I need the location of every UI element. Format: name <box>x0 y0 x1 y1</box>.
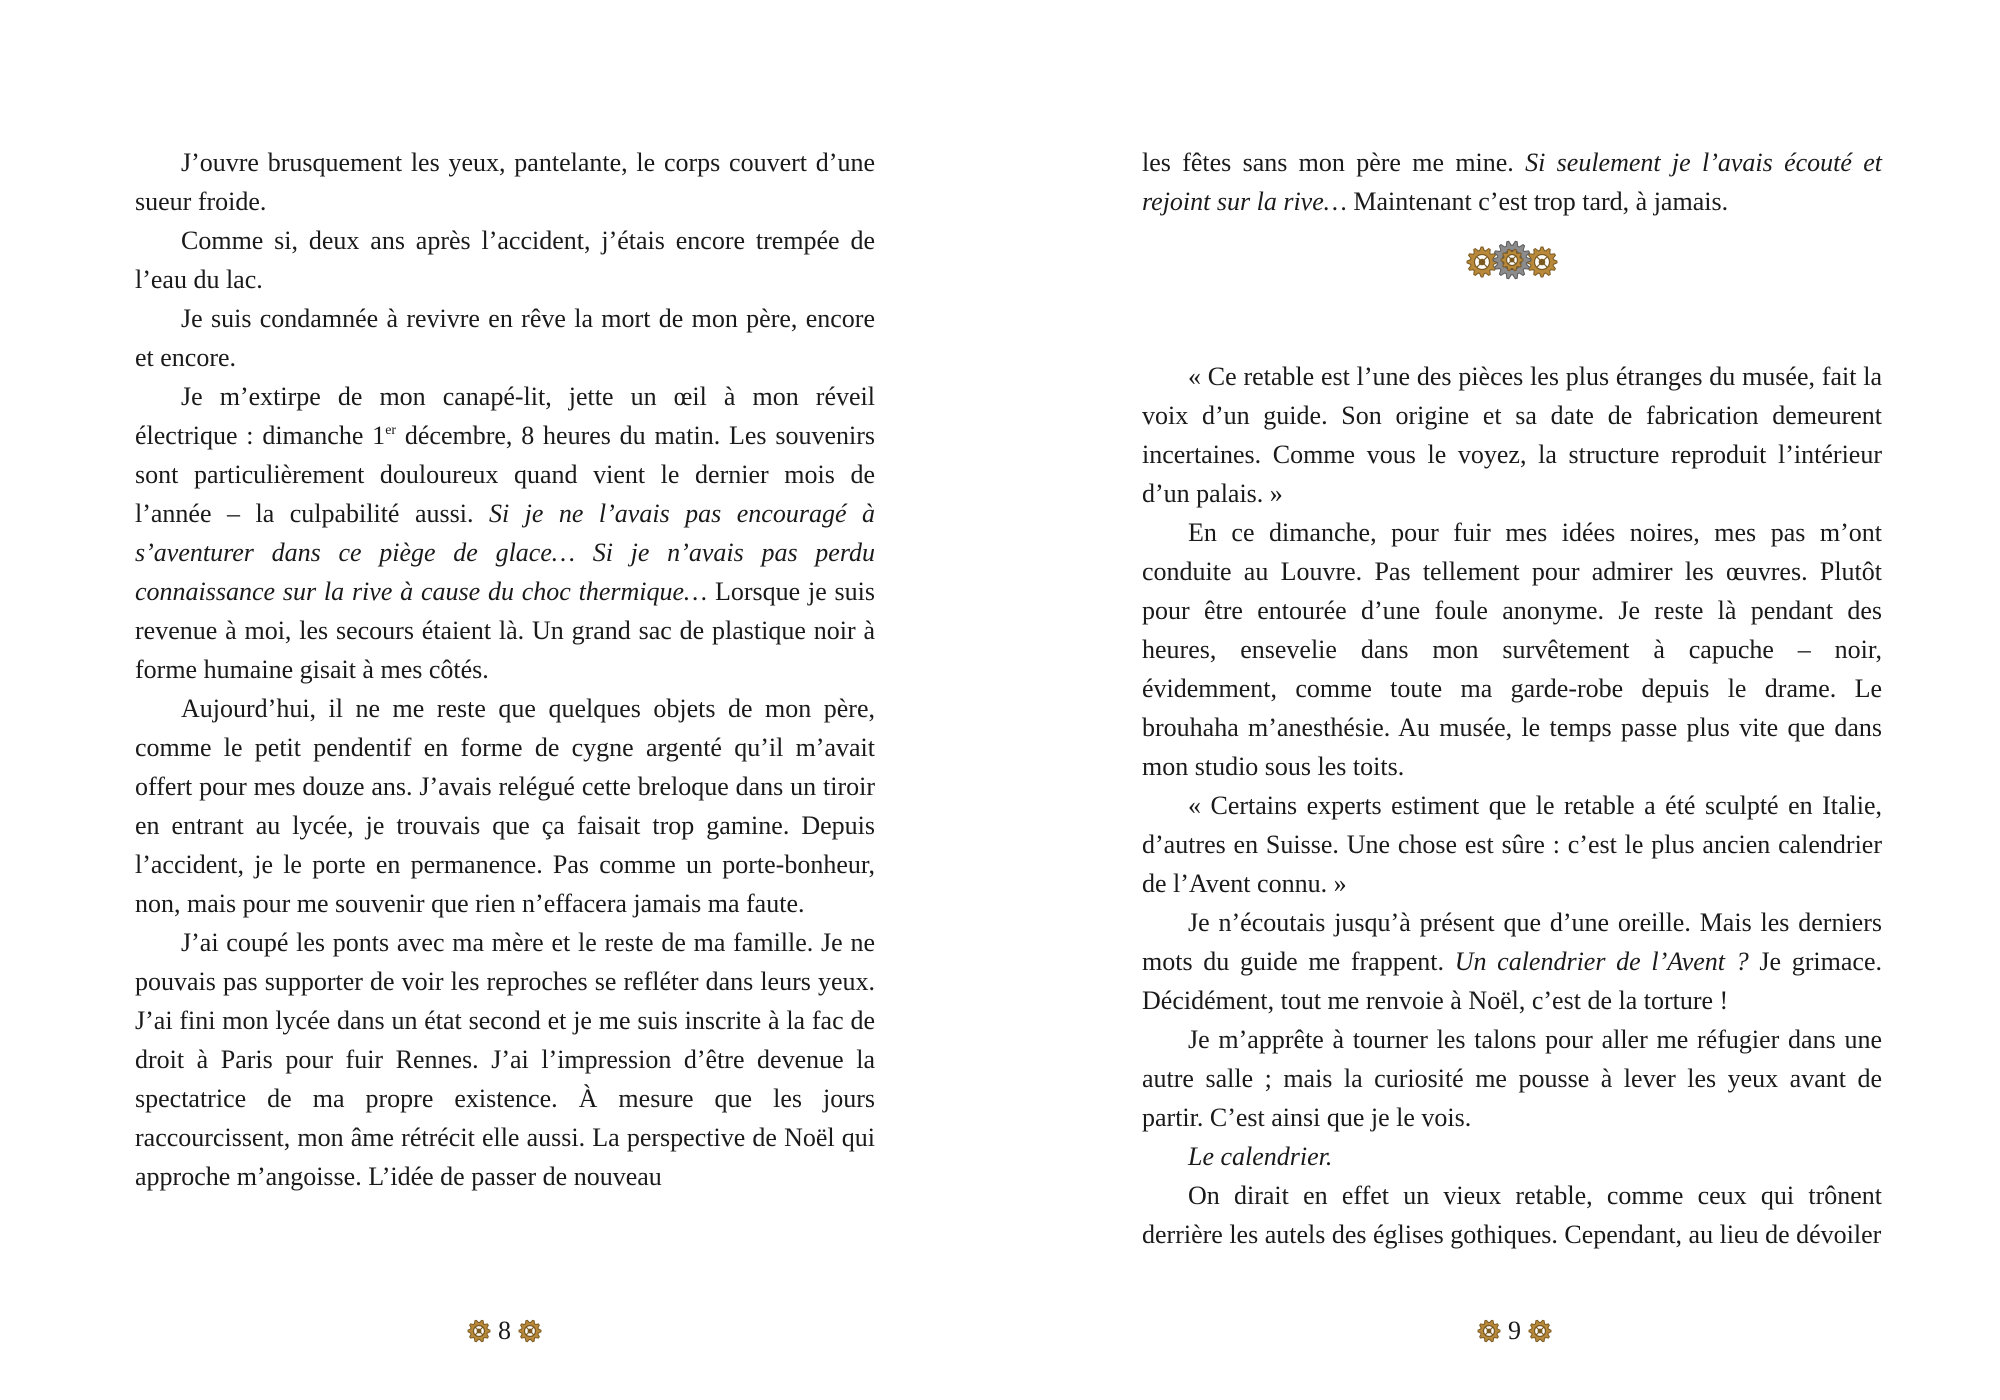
section-break-ornament <box>1142 233 1882 287</box>
text-run: les fêtes sans mon père me mine. <box>1142 148 1526 177</box>
paragraph <box>135 143 875 221</box>
paragraph <box>135 923 875 1196</box>
paragraph <box>1142 143 1882 221</box>
paragraph <box>1142 513 1882 786</box>
gear-icon <box>1527 1318 1553 1344</box>
text-run: « Certains experts estiment que le retable a été sculpté en Italie, d’autres en Suisse. Une chose est sûre : c’est le plus ancien calendrier de l’Avent connu. » <box>1142 791 1882 898</box>
paragraph <box>135 299 875 377</box>
right-page-top-text <box>1142 143 1882 221</box>
italic-text: Si je ne l’avais pas encouragé à s’aventurer dans ce piège de glace… Si je n’avais pas perdu connaissance sur la rive à cause du choc thermique… <box>135 499 875 606</box>
text-run: décembre, 8 heures du matin. Les souvenirs sont particulièrement douloureux quand vient le dernier mois de l’année – la culpabilité aussi. <box>135 421 875 528</box>
text-run: Comme si, deux ans après l’accident, j’étais encore trempée de l’eau du lac. <box>135 226 875 294</box>
left-folio <box>466 1316 543 1346</box>
right-folio <box>1476 1316 1553 1346</box>
italic-text: Le calendrier. <box>1188 1142 1333 1171</box>
page-number-left: 8 <box>498 1316 511 1345</box>
paragraph <box>1142 1176 1882 1254</box>
gear-icon <box>1476 1318 1502 1344</box>
text-run: Maintenant c’est trop tard, à jamais. <box>1346 187 1729 216</box>
paragraph <box>1142 903 1882 1020</box>
paragraph <box>1142 1020 1882 1137</box>
text-run: Je suis condamnée à revivre en rêve la mort de mon père, encore et encore. <box>135 304 875 372</box>
text-run: Je m’apprête à tourner les talons pour aller me réfugier dans une autre salle ; mais la curiosité me pousse à lever les yeux avant de partir. C’est ainsi que je le vois. <box>1142 1025 1882 1132</box>
text-run: « Ce retable est l’une des pièces les plus étranges du musée, fait la voix d’un guide. Son origine et sa date de fabrication demeurent incertaines. Comme vous le voyez, la structure reproduit l’intérieur d’un palais. » <box>1142 362 1882 508</box>
left-page <box>135 143 875 1196</box>
italic-text: Si seulement je l’avais écouté et rejoint sur la rive… <box>1142 148 1882 216</box>
text-run: Je m’extirpe de mon canapé-lit, jette un œil à mon réveil électrique : dimanche 1 <box>135 382 875 450</box>
text-run: On dirait en effet un vieux retable, comme ceux qui trônent derrière les autels des églises gothiques. Cependant, au lieu de dévoiler <box>1142 1181 1882 1249</box>
text-run: Lorsque je suis revenue à moi, les secours étaient là. Un grand sac de plastique noir à forme humaine gisait à mes côtés. <box>135 577 876 684</box>
right-page <box>1142 143 1882 1254</box>
paragraph <box>1142 1137 1882 1176</box>
text-run: J’ai coupé les ponts avec ma mère et le reste de ma famille. Je ne pouvais pas supporter de voir les reproches se refléter dans leurs yeux. J’ai fini mon lycée dans un état second et je me suis inscrite à la fac de droit à Paris pour fuir Rennes. J’ai l’impression d’être devenue la spectatrice de ma propre existence. À mesure que les jours raccourcissent, mon âme rétrécit elle aussi. La perspective de Noël qui approche m’angoisse. L’idée de passer de nouveau <box>135 928 875 1191</box>
gear-icon <box>466 1318 492 1344</box>
paragraph <box>135 377 875 689</box>
superscript-text: er <box>385 423 397 438</box>
right-page-body <box>1142 357 1882 1254</box>
text-run: Je n’écoutais jusqu’à présent que d’une oreille. Mais les derniers mots du guide me frappent. <box>1142 908 1882 976</box>
text-run: Je grimace. Décidément, tout me renvoie à Noël, c’est de la torture ! <box>1142 947 1882 1015</box>
gear-icon <box>517 1318 543 1344</box>
paragraph <box>135 689 875 923</box>
text-run: En ce dimanche, pour fuir mes idées noires, mes pas m’ont conduite au Louvre. Pas tellement pour admirer les œuvres. Plutôt pour être entourée d’une foule anonyme. Je reste là pendant des heures, ensevelie dans mon survêtement à capuche – noir, évidemment, comme toute ma garde-robe depuis le drame. Le brouhaha m’anesthésie. Au musée, le temps passe plus vite que dans mon studio sous les toits. <box>1142 518 1882 781</box>
paragraph <box>1142 357 1882 513</box>
text-run: J’ouvre brusquement les yeux, pantelante, le corps couvert d’une sueur froide. <box>135 148 875 216</box>
left-page-body <box>135 143 875 1196</box>
paragraph <box>135 221 875 299</box>
page-number-right: 9 <box>1508 1316 1521 1345</box>
paragraph <box>1142 786 1882 903</box>
text-run: Aujourd’hui, il ne me reste que quelques objets de mon père, comme le petit pendentif en forme de cygne argenté qu’il m’avait offert pour mes douze ans. J’avais relégué cette breloque dans un tiroir en entrant au lycée, je trouvais que ça faisait trop gamine. Depuis l’accident, je le porte en permanence. Pas comme un porte-bonheur, non, mais pour me souvenir que rien n’effacera jamais ma faute. <box>135 694 875 918</box>
italic-text: Un calendrier de l’Avent ? <box>1454 947 1749 976</box>
gears-ornament-icon <box>1460 238 1564 282</box>
